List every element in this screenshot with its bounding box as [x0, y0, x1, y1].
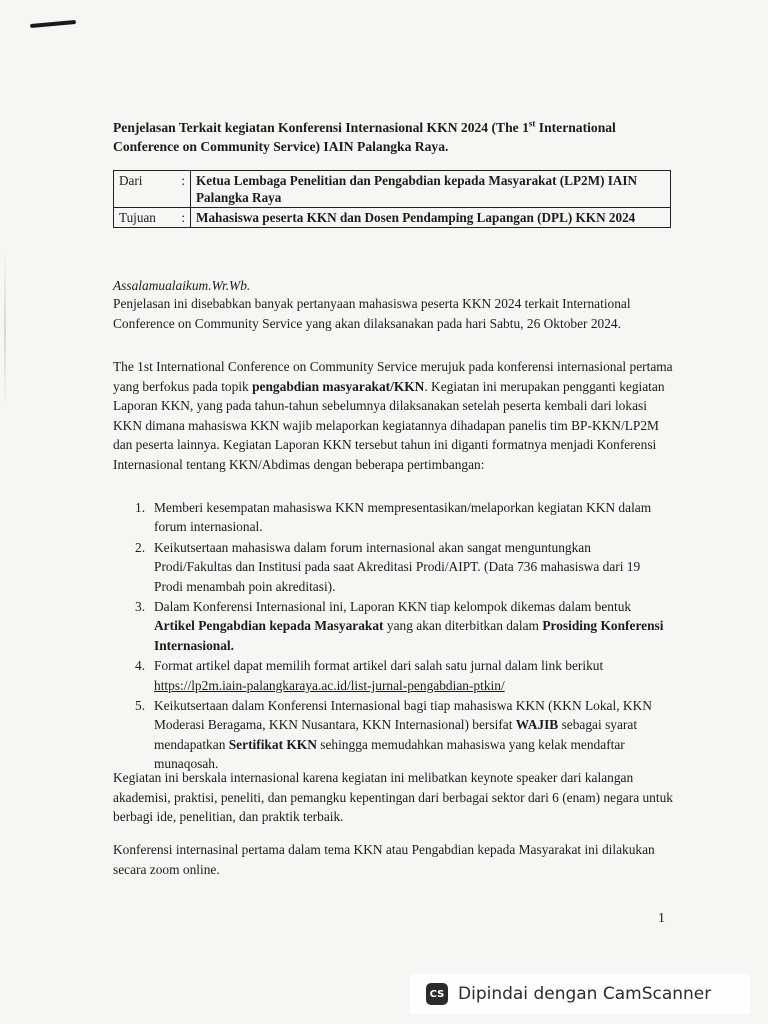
paragraph-scale: Kegiatan ini berskala internasional karena kegiatan ini melibatkan keynote speaker dari kalangan akademisi, praktisi, peneliti, dan pemangku kepentingan dari berbagai sektor dari 6 (enam) negara untuk berbagi ide, penelitian, dan praktik terbaik.: [113, 770, 673, 825]
camscanner-logo-icon: CS: [426, 983, 448, 1005]
considerations-list: [113, 498, 669, 775]
memo-header-table: [113, 170, 671, 228]
page-number: 1: [658, 911, 665, 926]
to-label: Tujuan :: [114, 208, 191, 228]
camscanner-watermark: [410, 974, 750, 1014]
list-item: 4. Format artikel dapat memilih format artikel dari salah satu jurnal dalam link berikut https://lp2m.iain-palangkaraya.ac.id/list-jurnal-pengabdian-ptkin/: [135, 658, 604, 693]
to-value: Mahasiswa peserta KKN dan Dosen Pendamping Lapangan (DPL) KKN 2024: [191, 208, 671, 228]
watermark-text: Dipindai dengan CamScanner: [458, 984, 712, 1004]
greeting: Assalamualaikum.Wr.Wb.: [113, 278, 251, 293]
table-row: [114, 171, 671, 208]
table-row: [114, 208, 671, 228]
paragraph-intro: Penjelasan ini disebabkan banyak pertanyaan mahasiswa peserta KKN 2024 terkait International Conference on Community Service yang akan dilaksanakan pada hari Sabtu, 26 Oktober 2024.: [113, 296, 631, 331]
list-item: 3. Dalam Konferensi Internasional ini, Laporan KKN tiap kelompok dikemas dalam bentuk Artikel Pengabdian kepada Masyarakat yang akan diterbitkan dalam Prosiding Konferensi Internasional.: [135, 599, 664, 653]
from-value: Ketua Lembaga Penelitian dan Pengabdian kepada Masyarakat (LP2M) IAIN Palangka Raya: [191, 171, 671, 208]
from-label: Dari :: [114, 171, 191, 208]
list-item: 2. Keikutsertaan mahasiswa dalam forum internasional akan sangat menguntungkan Prodi/Fakultas dan Institusi pada saat Akreditasi Prodi/AIPT. (Data 736 mahasiswa dari 19 Prodi menambah poin akreditasi).: [135, 539, 641, 594]
list-item: 1. Memberi kesempatan mahasiswa KKN mempresentasikan/melaporkan kegiatan KKN dalam forum internasional.: [135, 500, 652, 535]
document-title: Penjelasan Terkait kegiatan Konferensi Internasional KKN 2024 (The 1st International Conference on Community Service) IAIN Palangka Raya.: [113, 118, 616, 154]
journal-list-link[interactable]: https://lp2m.iain-palangkaraya.ac.id/list-jurnal-pengabdian-ptkin/: [154, 677, 505, 693]
paragraph-online: Konferensi internasinal pertama dalam tema KKN atau Pengabdian kepada Masyarakat ini dilakukan secara zoom online.: [113, 842, 655, 877]
paragraph-explanation: The 1st International Conference on Community Service merujuk pada konferensi internasional pertama yang berfokus pada topik pengabdian masyarakat/KKN. Kegiatan ini merupakan pengganti kegiatan Laporan KKN, yang pada tahun-tahun sebelumnya dilaksanakan setelah peserta kembali dari lokasi KKN dimana mahasiswa KKN wajib melaporkan kegiatannya dihadapan panelis tim BP-KKN/LP2M dan peserta lainnya. Kegiatan Laporan KKN tersebut tahun ini diganti formatnya menjadi Konferensi Internasional tentang KKN/Abdimas dengan beberapa pertimbangan:: [113, 359, 673, 472]
pen-stroke-mark: [30, 20, 76, 28]
list-item: 5. Keikutsertaan dalam Konferensi Internasional bagi tiap mahasiswa KKN (KKN Lokal, KKN Moderasi Beragama, KKN Nusantara, KKN Internasional) bersifat WAJIB sebagai syarat mendapatkan Sertifikat KKN sehingga memudahkan mahasiswa yang kelak mendaftar munaqosah.: [135, 698, 652, 772]
scan-edge-shadow: [4, 250, 6, 410]
